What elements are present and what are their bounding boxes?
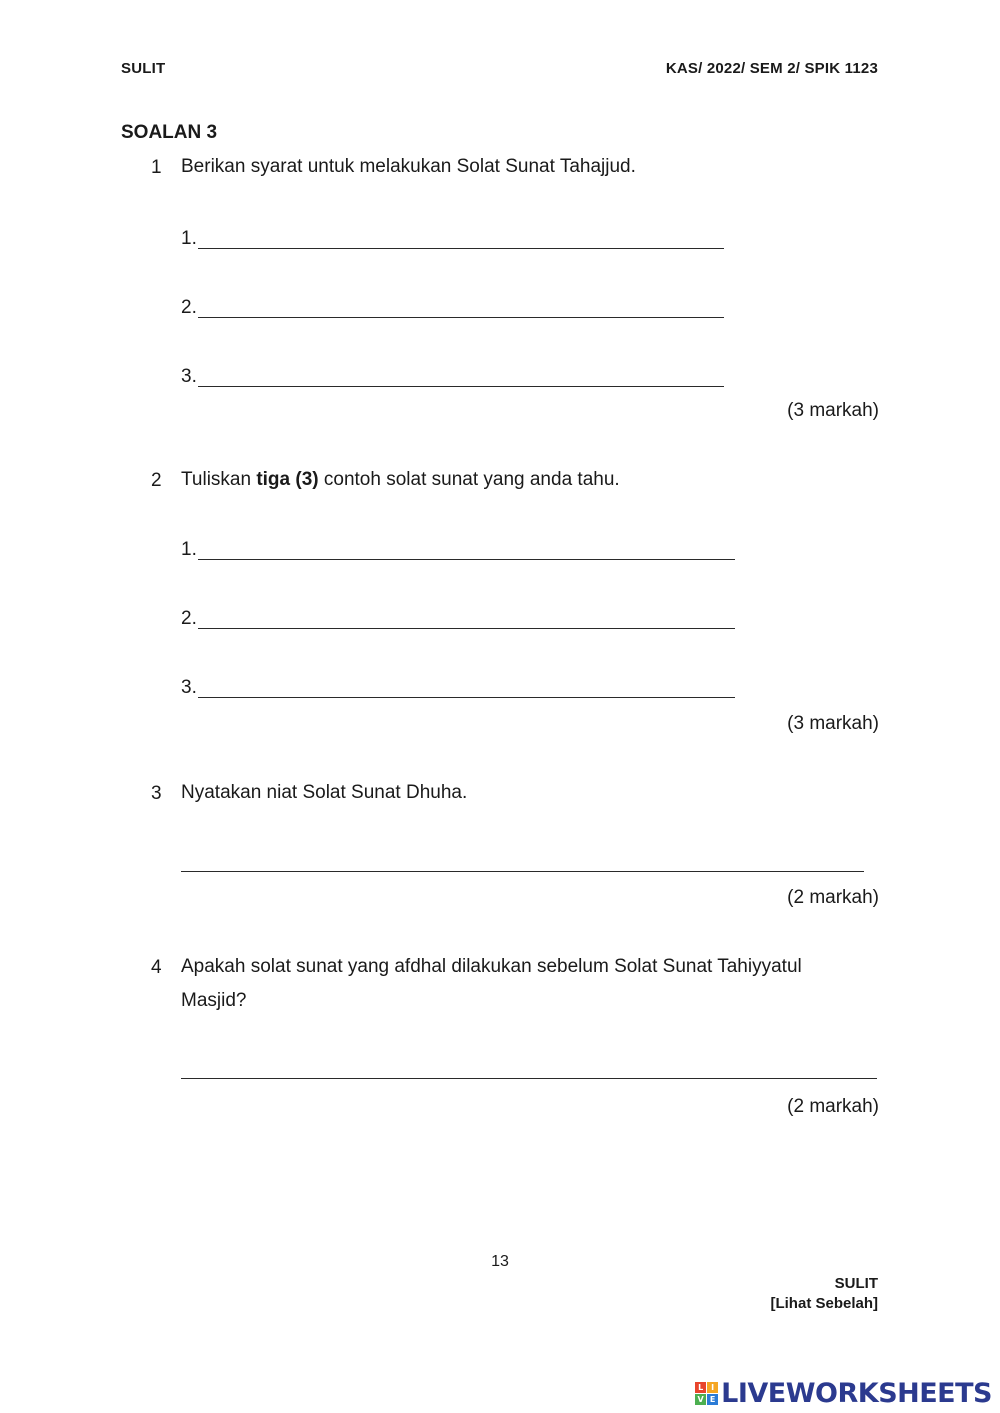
footer-sulit: SULIT bbox=[834, 1275, 878, 1292]
answer-label: 1. bbox=[181, 539, 197, 560]
marks-label: (2 markah) bbox=[787, 1096, 879, 1117]
question-text: Apakah solat sunat yang afdhal dilakukan sebelum Solat Sunat Tahiyyatul Masjid? bbox=[181, 956, 802, 1011]
answer-label: 3. bbox=[181, 677, 197, 698]
question-number: 4 bbox=[151, 957, 162, 978]
liveworksheets-logo bbox=[695, 1378, 992, 1409]
answer-line-1[interactable] bbox=[181, 540, 735, 560]
answer-label: 3. bbox=[181, 366, 197, 387]
question-text: Berikan syarat untuk melakukan Solat Sunat Tahajjud. bbox=[181, 156, 636, 177]
answer-line-2[interactable] bbox=[181, 298, 724, 318]
header-code: KAS/ 2022/ SEM 2/ SPIK 1123 bbox=[665, 60, 878, 77]
question-number: 2 bbox=[151, 470, 162, 491]
logo-letter: V bbox=[695, 1394, 706, 1405]
answer-line[interactable] bbox=[181, 870, 864, 872]
brand-logo-icon bbox=[695, 1382, 718, 1405]
answer-line[interactable] bbox=[181, 1077, 877, 1079]
marks-label: (3 markah) bbox=[787, 400, 879, 421]
marks-label: (3 markah) bbox=[787, 713, 879, 734]
question-number: 3 bbox=[151, 783, 162, 804]
answer-line-1[interactable] bbox=[181, 229, 724, 249]
page-number: 13 bbox=[491, 1253, 509, 1270]
footer-next-page: [Lihat Sebelah] bbox=[770, 1295, 878, 1312]
marks-label: (2 markah) bbox=[787, 887, 879, 908]
logo-letter: L bbox=[695, 1382, 706, 1393]
answer-label: 1. bbox=[181, 228, 197, 249]
logo-letter: E bbox=[707, 1394, 718, 1405]
answer-line-3[interactable] bbox=[181, 678, 735, 698]
answer-label: 2. bbox=[181, 608, 197, 629]
question-emphasis: tiga (3) bbox=[256, 469, 319, 490]
brand-name: LIVEWORKSHEETS bbox=[721, 1378, 992, 1409]
logo-letter: I bbox=[707, 1382, 718, 1393]
question-number: 1 bbox=[151, 157, 162, 178]
section-title: SOALAN 3 bbox=[121, 122, 218, 143]
question-text: Nyatakan niat Solat Sunat Dhuha. bbox=[181, 782, 468, 803]
answer-line-2[interactable] bbox=[181, 609, 735, 629]
question-text: Tuliskan tiga (3) contoh solat sunat yang anda tahu. bbox=[181, 469, 620, 490]
answer-line-3[interactable] bbox=[181, 367, 724, 387]
header-sulit: SULIT bbox=[121, 60, 166, 77]
answer-label: 2. bbox=[181, 297, 197, 318]
